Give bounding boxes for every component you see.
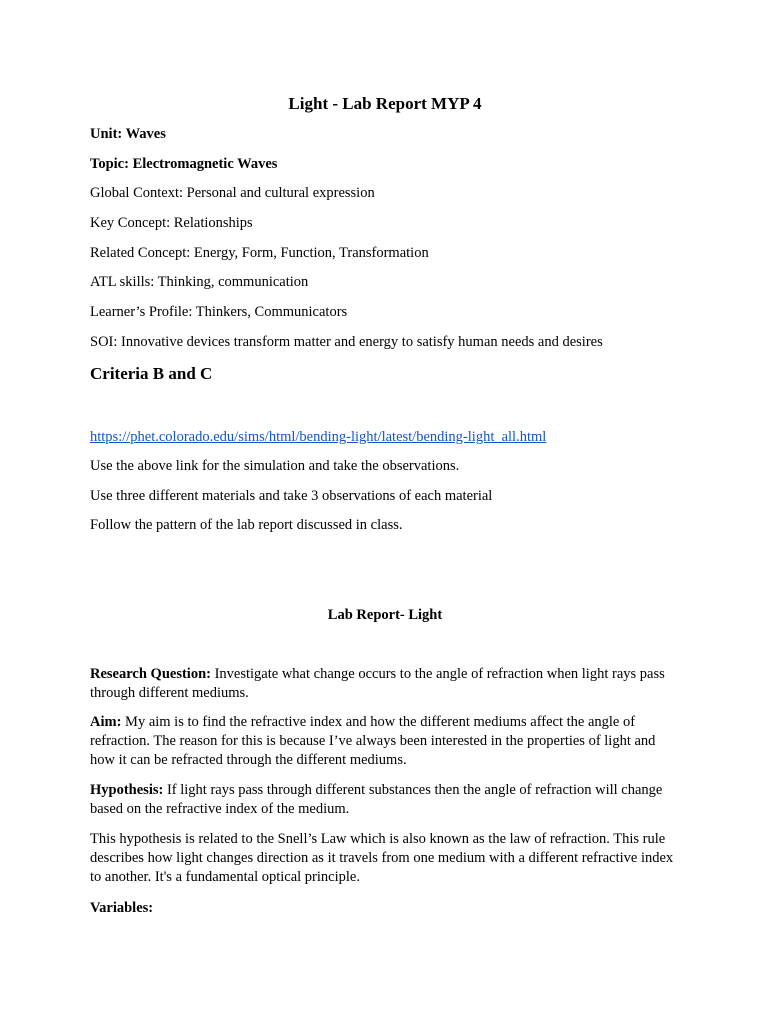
- key-concept-line: Key Concept: Relationships: [90, 215, 253, 231]
- learners-profile-line: Learner’s Profile: Thinkers, Communicators: [90, 304, 348, 320]
- aim-label: Aim:: [90, 714, 122, 730]
- hypothesis-text: If light rays pass through different substances then the angle of refraction will change based on the refractive index of the medium.: [90, 782, 663, 817]
- variables-label: Variables:: [90, 900, 154, 916]
- instruction-line-3: Follow the pattern of the lab report discussed in class.: [90, 517, 403, 533]
- topic-line: Topic: Electromagnetic Waves: [90, 156, 278, 172]
- instruction-line-1: Use the above link for the simulation and take the observations.: [90, 458, 460, 474]
- criteria-heading: Criteria B and C: [90, 364, 213, 383]
- hypothesis-label: Hypothesis:: [90, 782, 164, 798]
- snell-law-paragraph: This hypothesis is related to the Snell’s Law which is also known as the law of refraction. This rule describes how light changes direction as it travels from one medium with a different refractive index to another. It's a fundamental optical principle.: [90, 831, 674, 885]
- aim-text: My aim is to find the refractive index and how the different mediums affect the angle of refraction. The reason for this is because I’ve always been interested in the properties of light and how it can be refracted through the different mediums.: [90, 714, 656, 768]
- global-context-line: Global Context: Personal and cultural expression: [90, 185, 375, 201]
- soi-line: SOI: Innovative devices transform matter and energy to satisfy human needs and desires: [90, 334, 603, 350]
- research-question-text: Investigate what change occurs to the angle of refraction when light rays pass through different mediums.: [90, 666, 665, 701]
- aim-paragraph: [90, 713, 682, 770]
- simulation-link-line: [90, 428, 546, 447]
- research-question-label: Research Question:: [90, 666, 211, 682]
- document-title: Light - Lab Report MYP 4: [288, 94, 482, 113]
- simulation-link[interactable]: https://phet.colorado.edu/sims/html/bending-light/latest/bending-light_all.html: [90, 429, 547, 445]
- instruction-line-2: Use three different materials and take 3 observations of each material: [90, 488, 493, 504]
- unit-line: Unit: Waves: [90, 126, 166, 142]
- hypothesis-paragraph: [90, 781, 682, 819]
- lab-report-title: Lab Report- Light: [327, 607, 443, 623]
- atl-skills-line: ATL skills: Thinking, communication: [90, 274, 309, 290]
- research-question-paragraph: [90, 665, 682, 703]
- related-concept-line: Related Concept: Energy, Form, Function, Transformation: [90, 245, 429, 261]
